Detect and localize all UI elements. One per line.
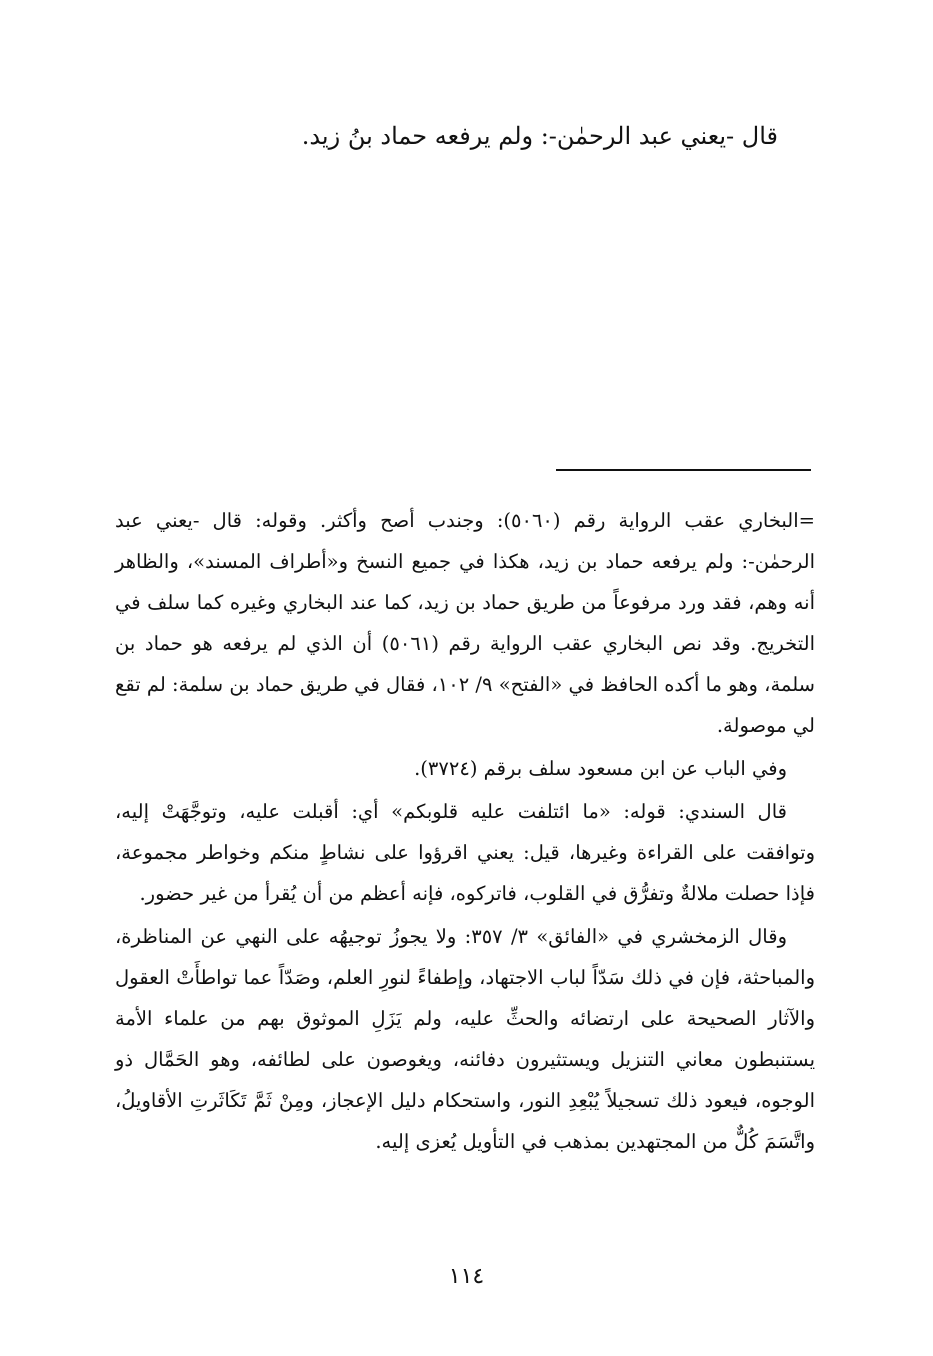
footnote-paragraph: =البخاري عقب الرواية رقم (٥٠٦٠): وجندب أصح وأكثر. وقوله: قال -يعني عبد الرحمٰن-: ولم يرفعه حماد بن زيد، هكذا في جميع النسخ و«أطراف المسند»، والظاهر أنه وهم، فقد ورد مرفوعاً من طريق حماد بن زيد، كما عند البخاري وغيره كما سلف في التخريج. وقد نص البخاري عقب الرواية رقم (٥٠٦١) أن الذي لم يرفعه هو حماد بن سلمة، وهو ما أكده الحافظ في «الفتح» ٩/ ١٠٢، فقال في طريق حماد بن سلمة: لم تقع لي موصولة. bbox=[115, 509, 815, 737]
footnotes-section bbox=[115, 500, 815, 1164]
footnote-paragraph: وقال الزمخشري في «الفائق» ٣/ ٣٥٧: ولا يجوزُ توجيهُه على النهي عن المناظرة، والمباحثة، فإن في ذلك سَدّاً لباب الاجتهاد، وإطفاءً لنورِ العلم، وصَدّاً عما تواطأَتْ العقول والآثار الصحيحة على ارتضائه والحثِّ عليه، ولم يَزَلِ الموثوق بهم من علماء الأمة يستنبطون معاني التنزيل ويستثيرون دفائنه، ويغوصون على لطائفه، وهو الحَمَّال ذو الوجوه، فيعود ذلك تسجيلاً يُبْعِدِ النور، واستحكام دليل الإعجاز، ومِنْ ثَمَّ تَكَاثَرتِ الأقاويلُ، واتَّسَمَ كُلٌّ من المجتهدين بمذهب في التأويل يُعزى إليه. bbox=[115, 925, 815, 1153]
page-number: ١١٤ bbox=[448, 1264, 485, 1289]
footnote-paragraph: وفي الباب عن ابن مسعود سلف برقم (٣٧٢٤). bbox=[414, 757, 787, 780]
main-body-text: قال -يعني عبد الرحمٰن-: ولم يرفعه حماد بنُ زيد. bbox=[301, 122, 778, 150]
footnote-separator-line bbox=[556, 469, 811, 471]
footnote-paragraph: قال السندي: قوله: «ما ائتلفت عليه قلوبكم» أي: أقبلت عليه، وتوجَّهَتْ إليه، وتوافقت على القراءة وغيرها، قيل: يعني اقرؤوا على نشاطٍ منكم وخواطر مجموعة، فإذا حصلت ملالةٌ وتفرُّق في القلوب، فاتركوه، فإنه أعظم من أن يُقرأ من غير حضور. bbox=[115, 800, 815, 905]
